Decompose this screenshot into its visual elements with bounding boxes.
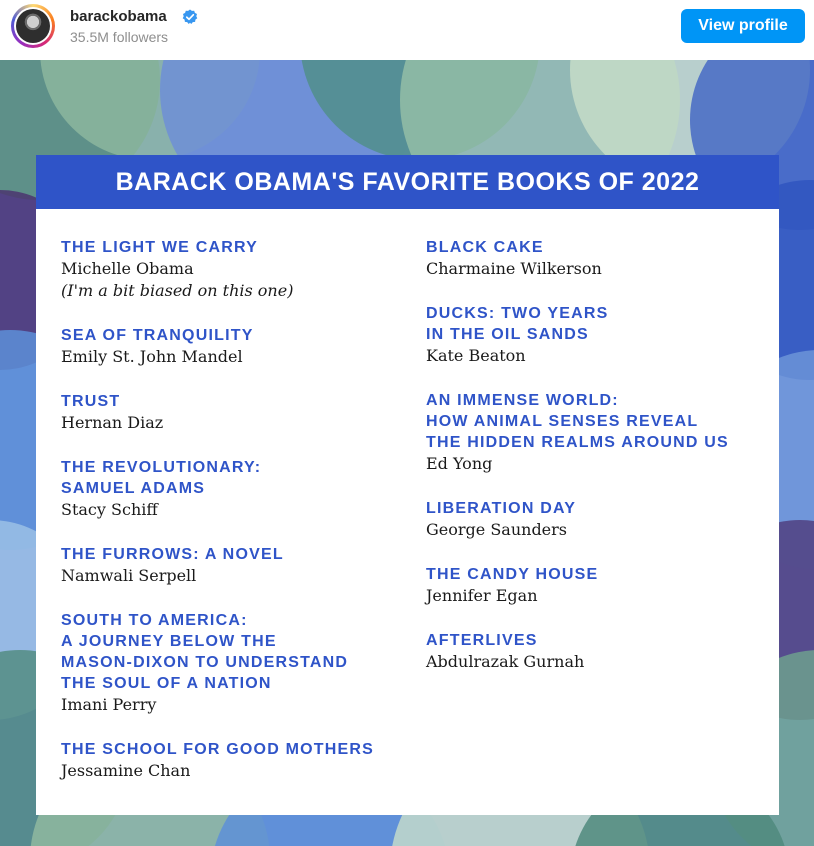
- book-author: Michelle Obama: [61, 259, 194, 278]
- book-title: THE REVOLUTIONARY: SAMUEL ADAMS: [61, 459, 262, 497]
- book-author: Jessamine Chan: [61, 761, 191, 780]
- book-author: Abdulrazak Gurnah: [426, 652, 585, 671]
- book-entry: [61, 457, 421, 521]
- username-link[interactable]: barackobama: [70, 8, 167, 25]
- book-author: Stacy Schiff: [61, 500, 158, 519]
- book-author: Hernan Diaz: [61, 413, 164, 432]
- view-profile-button[interactable]: View profile: [681, 9, 805, 43]
- book-author: Kate Beaton: [426, 346, 526, 365]
- book-title: DUCKS: TWO YEARS IN THE OIL SANDS: [426, 305, 609, 343]
- book-title: THE CANDY HOUSE: [426, 566, 599, 583]
- book-entry: [61, 391, 421, 434]
- avatar-photo: [16, 9, 50, 43]
- book-entry: [61, 544, 421, 587]
- book-note: (I'm a bit biased on this one): [61, 281, 294, 300]
- book-list-card: [36, 155, 779, 815]
- book-entry: [426, 498, 766, 541]
- right-book-column: [426, 237, 766, 696]
- post-image[interactable]: [0, 60, 814, 846]
- book-title: BLACK CAKE: [426, 239, 544, 256]
- book-author: Jennifer Egan: [426, 586, 538, 605]
- book-entry: [61, 325, 421, 368]
- banner-title: BARACK OBAMA'S FAVORITE BOOKS OF 2022: [115, 167, 700, 196]
- verified-badge-icon: [182, 9, 198, 25]
- title-banner: [36, 155, 779, 209]
- book-title: TRUST: [61, 393, 121, 410]
- book-title: SOUTH TO AMERICA: A JOURNEY BELOW THE MASON-DIXON TO UNDERSTAND THE SOUL OF A NATION: [61, 612, 349, 692]
- book-entry: [61, 739, 421, 782]
- book-entry: [61, 610, 421, 716]
- book-title: AN IMMENSE WORLD: HOW ANIMAL SENSES REVEAL THE HIDDEN REALMS AROUND US: [426, 392, 729, 451]
- book-title: AFTERLIVES: [426, 632, 538, 649]
- book-entry: [61, 237, 421, 302]
- avatar[interactable]: [11, 4, 55, 48]
- book-entry: [426, 630, 766, 673]
- book-title: THE SCHOOL FOR GOOD MOTHERS: [61, 741, 375, 758]
- book-author: Charmaine Wilkerson: [426, 259, 602, 278]
- followers-count: 35.5M followers: [70, 29, 169, 45]
- book-author: Emily St. John Mandel: [61, 347, 243, 366]
- book-author: Ed Yong: [426, 454, 493, 473]
- book-author: George Saunders: [426, 520, 568, 539]
- book-title: SEA OF TRANQUILITY: [61, 327, 254, 344]
- book-author: Imani Perry: [61, 695, 157, 714]
- book-entry: [426, 303, 766, 367]
- book-title: THE FURROWS: A NOVEL: [61, 546, 284, 563]
- book-entry: [426, 564, 766, 607]
- book-entry: [426, 390, 766, 475]
- book-author: Namwali Serpell: [61, 566, 197, 585]
- book-title: THE LIGHT WE CARRY: [61, 239, 258, 256]
- avatar-image: [14, 7, 52, 45]
- book-title: LIBERATION DAY: [426, 500, 577, 517]
- book-entry: [426, 237, 766, 280]
- left-book-column: [61, 237, 421, 805]
- post-header: [0, 0, 814, 58]
